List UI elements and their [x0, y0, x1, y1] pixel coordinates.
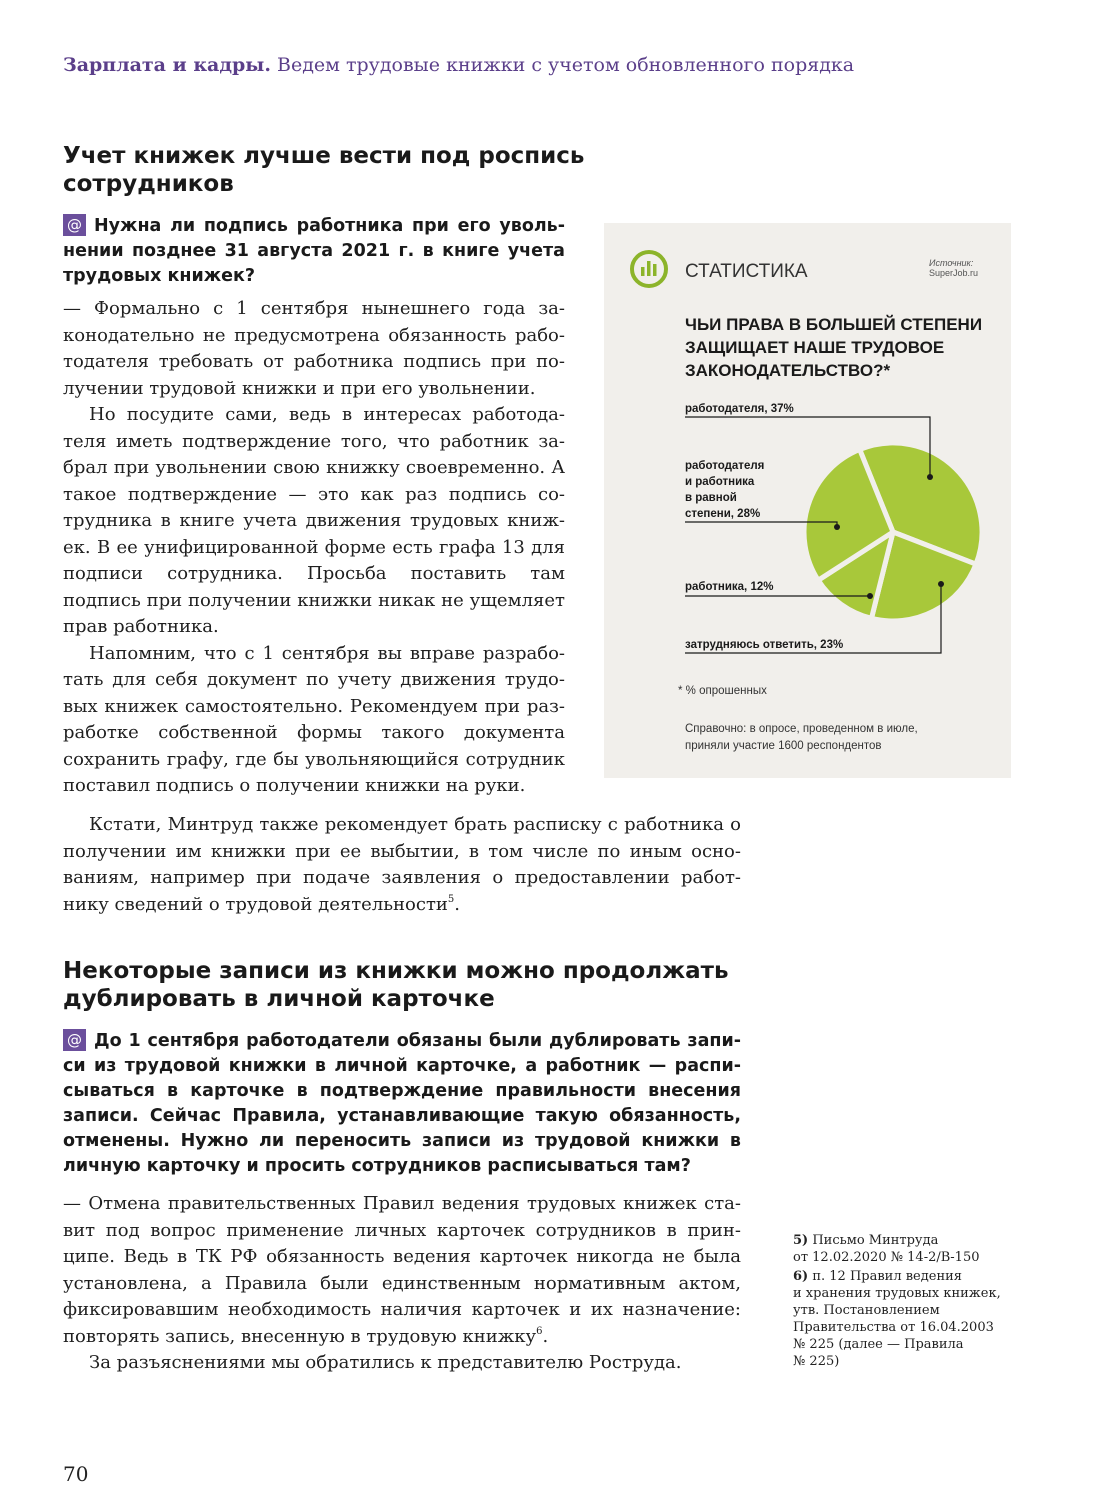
source-value: SuperJob.ru	[929, 268, 979, 278]
leader-dot	[834, 524, 840, 530]
source-label: Источник:	[929, 258, 974, 268]
leader-dot	[938, 581, 944, 587]
statistics-svg	[604, 223, 1011, 778]
footnote-5-line2: от 12.02.2020 № 14-2/В-150	[793, 1250, 980, 1265]
section1-wide	[63, 812, 741, 918]
pie-chart	[804, 443, 982, 621]
chart-title-line2: ЗАЩИЩАЕТ НАШЕ ТРУДОВОЕ	[685, 338, 945, 357]
footnote-6-line4: Правительства от 16.04.2003	[793, 1320, 994, 1335]
section1-paragraph: — Формально с 1 сентября нынешнего года законодательно не предусмотрена обязанность работодателя требовать от работника подпись при получении трудовой книжки и при его увольнении.	[63, 298, 565, 399]
section1-title-line1: Учет книжек лучше вести под роспись	[63, 143, 585, 169]
footnote-ref-5: 5	[447, 893, 455, 905]
legend-both-line4: степени, 28%	[685, 508, 761, 520]
section2-question-text: До 1 сентября работодатели обязаны были дублировать записи из трудовой книжки в личной карточке, а работник — расписываться в карточке в подтверждение правильности внесения записи. Сейчас Правила, устанавливающие такую обязанность, отменены. Нужно ли переносить записи из трудовой книжки в личную карточку и просить сотрудников расписываться там?	[63, 1031, 741, 1176]
footnote-5-line1: Письмо Минтруда	[812, 1233, 939, 1248]
section1-paragraph: Но посудите сами, ведь в интересах работодателя иметь подтверждение того, что работник забрал при увольнении свою книжку своевременно. А такое подтверждение — это как раз подпись сотрудника в книге учета движения трудовых книжек. В ее унифицированной форме есть графа 13 для подписи сотрудника. Просьба поставить там подпись при получении книжки никак не ущемляет прав работника.	[63, 404, 565, 637]
section2-title-line1: Некоторые записи из книжки можно продолжать	[63, 958, 729, 984]
legend-both-line1: работодателя	[685, 460, 765, 472]
statistics-label: СТАТИСТИКА	[685, 261, 808, 282]
legend-undecided: затрудняюсь ответить, 23%	[685, 639, 844, 651]
statistics-box	[604, 223, 1011, 778]
chart-footnote: * % опрошенных	[678, 685, 767, 697]
footnote-6-line6: № 225)	[793, 1354, 840, 1369]
header-section: Зарплата и кадры.	[63, 54, 271, 76]
legend-employer: работодателя, 37%	[685, 403, 794, 415]
page-number: 70	[63, 1462, 89, 1486]
section1-question	[63, 214, 565, 289]
section1-title	[63, 142, 623, 198]
footnotes	[793, 1232, 1013, 1372]
section2-title	[63, 957, 763, 1013]
footnote-6-number: 6)	[793, 1269, 809, 1284]
footnote-6	[793, 1268, 1013, 1370]
legend-employee: работника, 12%	[685, 581, 774, 593]
header-topic: Ведем трудовые книжки с учетом обновленного порядка	[277, 54, 855, 76]
footnote-6-line1: п. 12 Правил ведения	[812, 1269, 962, 1284]
question-at-icon: @	[63, 214, 86, 236]
section1-wide-text: Кстати, Минтруд также рекомендует брать расписку с работника о получении им книжки при ее выбытии, в том числе по иным основаниям, например при подаче заявления о предоставлении работнику сведений о трудовой деятельности	[63, 814, 741, 915]
section1-paragraph: Напомним, что с 1 сентября вы вправе разработать для себя документ по учету движения трудовых книжек самостоятельно. Рекомендуем при разработке собственной формы такого документа сохранить графу, где бы увольняющийся сотрудник поставил подпись о получении книжки на руки.	[63, 642, 565, 796]
footnote-5-number: 5)	[793, 1233, 809, 1248]
section1-wide-paragraph: Кстати, Минтруд также рекомендует брать расписку с работника о получении им книжки при ее выбытии, в том числе по иным основаниям, например при подаче заявления о предоставлении работнику сведений о трудовой деятельности$^5$.	[63, 814, 741, 915]
section2-body	[63, 1191, 741, 1377]
footnote-6-line5: № 225 (далее — Правила	[793, 1337, 964, 1352]
section2-paragraph: За разъяснениями мы обратились к представителю Роструда.	[89, 1352, 682, 1373]
legend-both-line2: и работника	[685, 476, 755, 488]
chart-note-line1: Справочно: в опросе, проведенном в июле,	[685, 723, 918, 735]
section2-paragraph: — Отмена правительственных Правил ведения трудовых книжек ставит под вопрос применение личных карточек сотрудников в принципе. Ведь в ТК РФ обязанность ведения карточек никогда не была установлена, а Правила были единственным нормативным актом, фиксировавшим необходимость наличия карточек и их назначение: повторять запись, внесенную в трудовую книжку$^6$.	[63, 1193, 741, 1347]
section1-question-text: Нужна ли подпись работника при его увольнении позднее 31 августа 2021 г. в книге учета трудовых книжек?	[63, 216, 565, 286]
footnote-ref-6: 6	[536, 1325, 543, 1337]
running-header	[63, 54, 1023, 76]
legend-both-line3: в равной	[685, 492, 737, 504]
leader-dot	[867, 593, 873, 599]
section2-question	[63, 1029, 741, 1179]
footnote-5	[793, 1232, 1013, 1266]
section2-paragraph1-text: — Отмена правительственных Правил ведения трудовых книжек ставит под вопрос применение личных карточек сотрудников в принципе. Ведь в ТК РФ обязанность ведения карточек никогда не была установлена, а Правила были единственным нормативным актом, фиксировавшим необходимость наличия карточек и их назначение: повторять запись, внесенную в трудовую книжку	[63, 1193, 741, 1347]
leader-dot	[927, 474, 933, 480]
footnote-6-line2: и хранения трудовых книжек,	[793, 1286, 1001, 1301]
section1-title-line2: сотрудников	[63, 171, 234, 197]
chart-note-line2: приняли участие 1600 респондентов	[685, 740, 882, 752]
chart-title-line3: ЗАКОНОДАТЕЛЬСТВО?*	[685, 361, 891, 380]
question-at-icon: @	[63, 1029, 86, 1051]
section1-body	[63, 296, 565, 800]
statistics-icon	[632, 252, 666, 286]
footnote-6-line3: утв. Постановлением	[793, 1303, 940, 1318]
chart-title-line1: ЧЬИ ПРАВА В БОЛЬШЕЙ СТЕПЕНИ	[685, 315, 983, 334]
section2-title-line2: дублировать в личной карточке	[63, 986, 495, 1012]
